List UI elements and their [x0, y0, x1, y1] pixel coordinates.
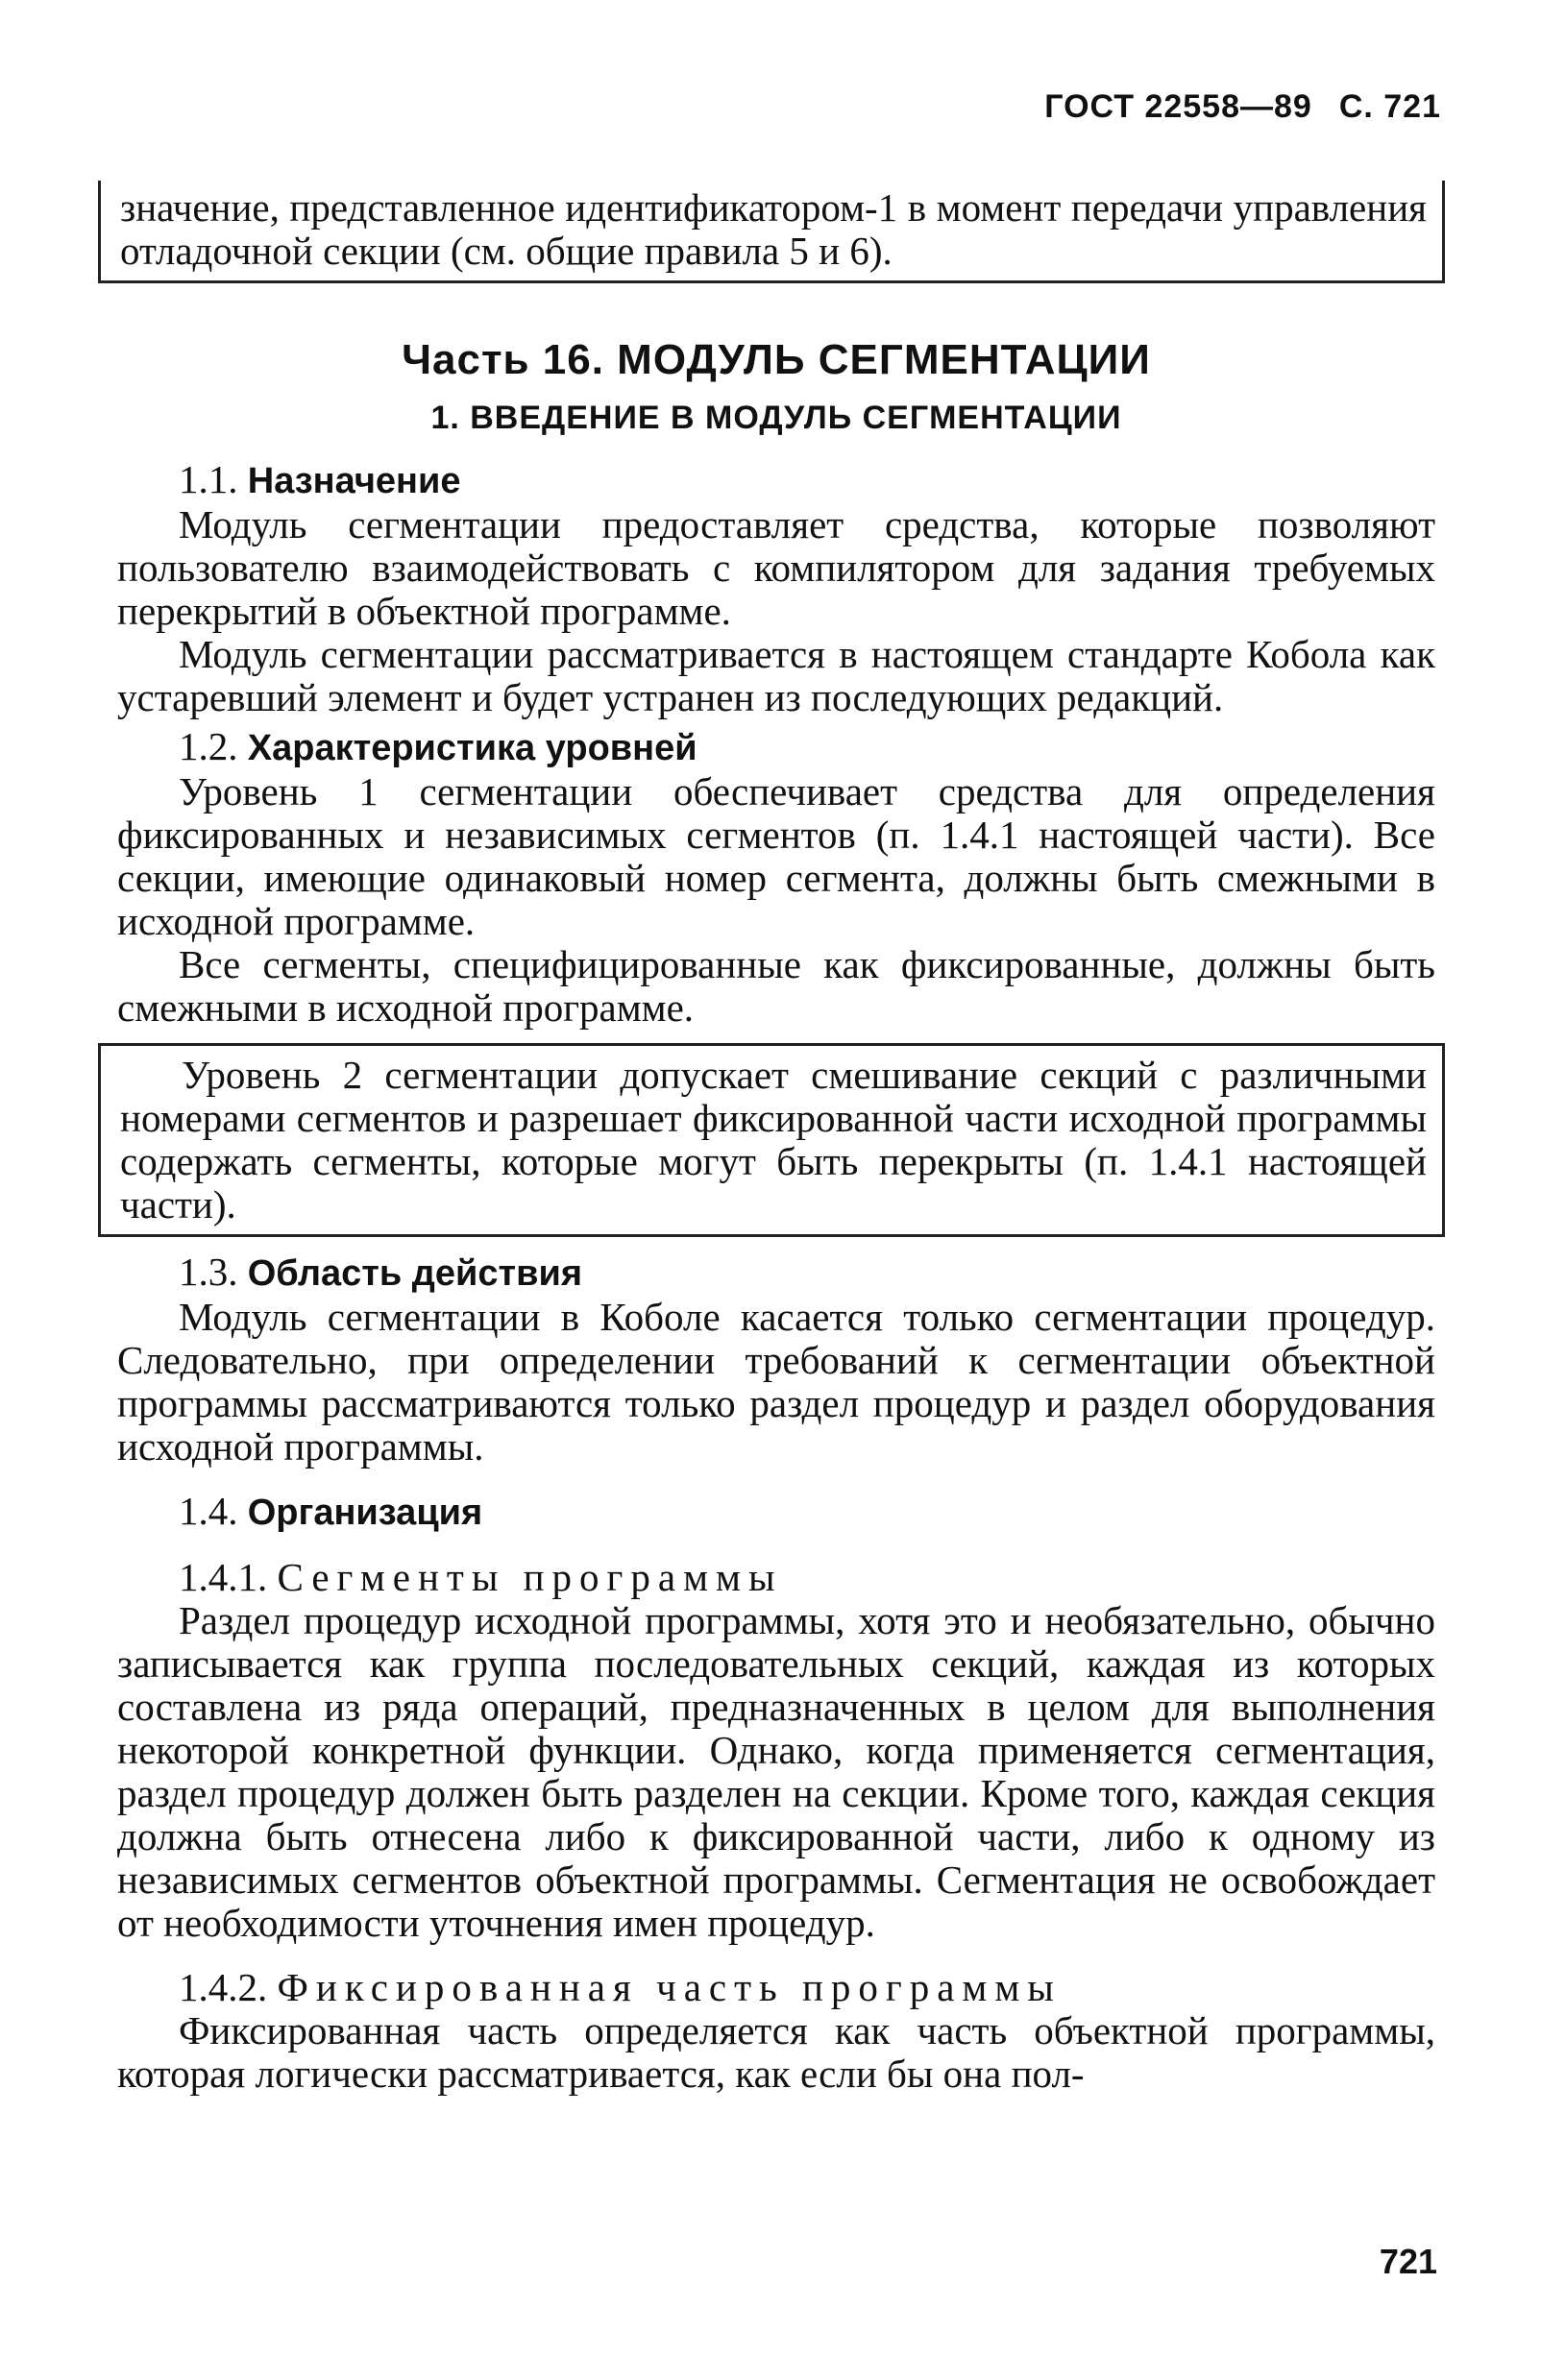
subsection-1-4-1-heading: [117, 1556, 1435, 1599]
subsection-1-4-title: Организация: [247, 1493, 483, 1533]
section-title: 1. ВВЕДЕНИЕ В МОДУЛЬ СЕГМЕНТАЦИИ: [430, 400, 1122, 436]
subsection-1-4-number: 1.4.: [179, 1489, 238, 1533]
subsection-1-2-title: Характеристика уровней: [247, 728, 697, 768]
subsection-1-1-heading: [117, 458, 1435, 503]
subsection-1-4-1-number: 1.4.1.: [179, 1555, 268, 1599]
page-header: [1044, 88, 1441, 126]
subsection-1-2-paragraph-1: Уровень 1 сегментации обеспечивает средства для определения фиксированных и независимых сегментов (п. 1.4.1 настоящей части). Все секции, имеющие одинаковый номер сегмента, должны быть смежными в исходной программе.: [117, 769, 1435, 943]
subsection-1-3-title: Область действия: [247, 1253, 583, 1294]
subsection-1-1-paragraph-2: Модуль сегментации рассматривается в настоящем стандарте Кобола как устаревший элемент и будет устранен из последующих редакций.: [117, 632, 1435, 719]
subsection-1-4-2-heading: [117, 1966, 1435, 2009]
part-title: Часть 16. МОДУЛЬ СЕГМЕНТАЦИИ: [402, 336, 1151, 383]
subsection-1-3-number: 1.3.: [179, 1250, 238, 1294]
page-number: 721: [1379, 2242, 1437, 2281]
level-2-paragraph: Уровень 2 сегментации допускает смешивание секций с различными номерами сегментов и разрешает фиксированной части исходной программы содержать сегменты, которые могут быть перекрыты (п. 1.4.1 настоящей части).: [120, 1053, 1427, 1226]
page-content: [117, 181, 1435, 2096]
subsection-1-2-paragraph-2: Все сегменты, специфицированные как фиксированные, должны быть смежными в исходной программе.: [117, 942, 1435, 1030]
subsection-1-1-title: Назначение: [247, 461, 461, 501]
subsection-1-4-2-paragraph-1: Фиксированная часть определяется как часть объектной программы, которая логически рассматривается, как если бы она пол-: [117, 2008, 1435, 2096]
subsection-1-4-1-title: Сегменты программы: [277, 1555, 783, 1599]
subsection-1-4-2-number: 1.4.2.: [179, 1965, 268, 2009]
subsection-1-4-1-paragraph-1: Раздел процедур исходной программы, хотя это и необязательно, обычно записывается как группа последовательных секций, каждая из которых составлена из ряда операций, предназначенных в целом для выполнения некоторой конкретной функции. Однако, когда применяется сегментация, раздел процедур должен быть разделен на секции. Кроме того, каждая секция должна быть отнесена либо к фиксированной части, либо к одному из независимых сегментов объектной программы. Сегментация не освобождает от необходимости уточнения имен процедур.: [117, 1598, 1435, 1945]
header-page-ref: С. 721: [1338, 88, 1441, 125]
revision-box-top-text: значение, представленное идентификатором-1 в момент передачи управления отладочной секции (см. общие правила 5 и 6).: [120, 185, 1427, 273]
revision-box-level-2: [98, 1043, 1445, 1237]
standard-code: ГОСТ 22558—89: [1044, 88, 1312, 125]
subsection-1-1-number: 1.1.: [179, 457, 238, 501]
subsection-1-4-heading: [117, 1490, 1435, 1535]
subsection-1-3-paragraph-1: Модуль сегментации в Коболе касается только сегментации процедур. Следовательно, при определении требований к сегментации объектной программы рассматриваются только раздел процедур и раздел оборудования исходной программы.: [117, 1295, 1435, 1469]
revision-box-top: [98, 181, 1445, 283]
subsection-1-2-heading: [117, 725, 1435, 770]
subsection-1-1-paragraph-1: Модуль сегментации предоставляет средства, которые позволяют пользователю взаимодействовать с компилятором для задания требуемых перекрытий в объектной программе.: [117, 502, 1435, 633]
subsection-1-2-number: 1.2.: [179, 724, 238, 768]
subsection-1-3-heading: [117, 1251, 1435, 1296]
subsection-1-4-2-title: Фиксированная часть программы: [277, 1965, 1062, 2009]
